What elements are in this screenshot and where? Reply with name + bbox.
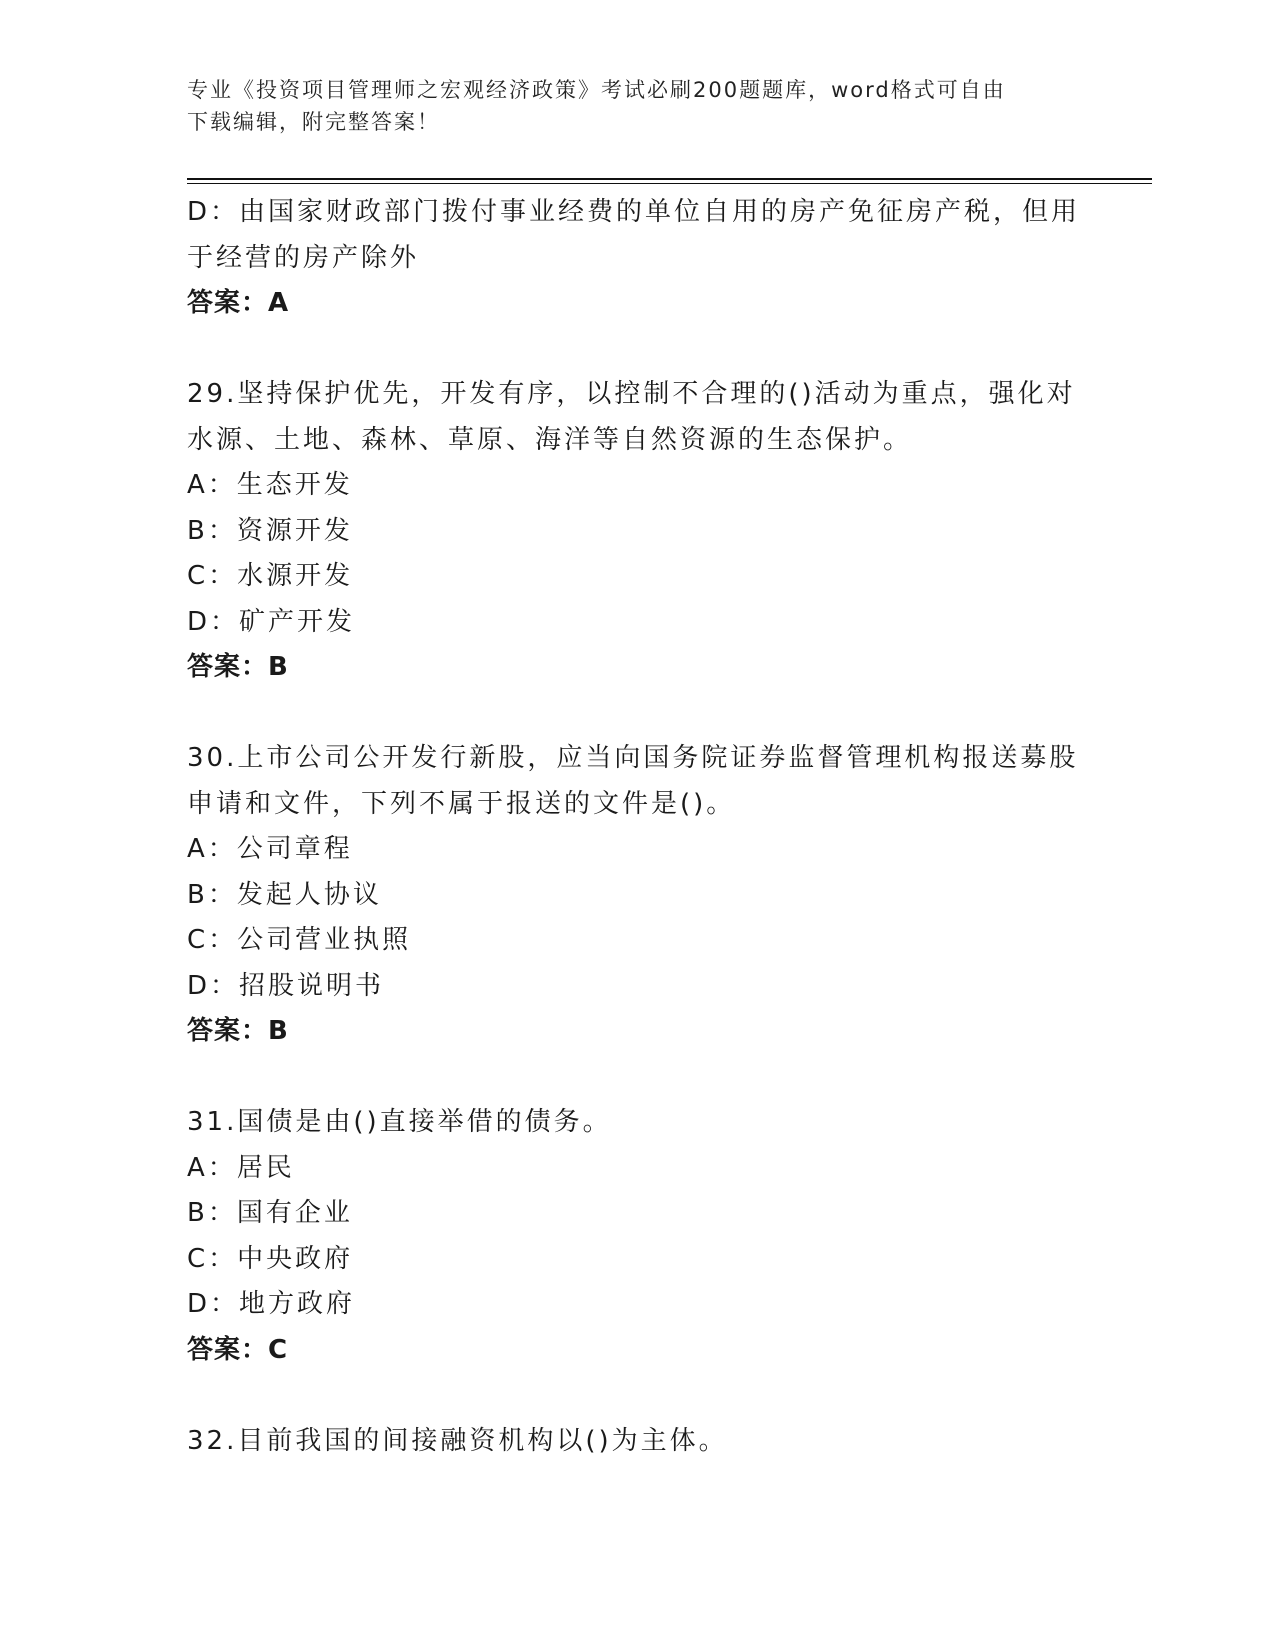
question-stem-continued: 申请和文件，下列不属于报送的文件是()。 (187, 788, 736, 819)
spacer (187, 1055, 1087, 1101)
question-stem: 29.坚持保护优先，开发有序，以控制不合理的()活动为重点，强化对 (187, 379, 1076, 409)
question-block-30 (187, 736, 1087, 1055)
option-c: C：中央政府 (187, 1243, 354, 1274)
question-content (187, 190, 1087, 1464)
option-c: C：水源开发 (187, 561, 354, 591)
option-d: D：地方政府 (187, 1289, 356, 1319)
option-a: A：生态开发 (187, 470, 353, 500)
question-stem: 30.上市公司公开发行新股，应当向国务院证券监督管理机构报送募股 (187, 743, 1079, 773)
question-stem: 32.目前我国的间接融资机构以()为主体。 (187, 1425, 728, 1456)
page-header (187, 74, 1067, 138)
header-line-2: 下载编辑，附完整答案！ (187, 110, 440, 134)
option-d: D：矿产开发 (187, 606, 356, 637)
question-block-32 (187, 1419, 1087, 1465)
answer-label: 答案：A (187, 288, 290, 318)
option-a: A：居民 (187, 1152, 295, 1183)
question-stem: 31.国债是由()直接举借的债务。 (187, 1107, 612, 1137)
question-stem-continued: 水源、土地、森林、草原、海洋等自然资源的生态保护。 (187, 424, 913, 455)
option-d: D：招股说明书 (187, 970, 385, 1001)
answer-label: 答案：B (187, 1016, 289, 1046)
option-c: C：公司营业执照 (187, 925, 412, 955)
spacer (187, 691, 1087, 737)
option-b: B：资源开发 (187, 515, 353, 546)
option-a: A：公司章程 (187, 834, 353, 864)
header-divider-thin (187, 183, 1152, 184)
option-d-continued: 于经营的房产除外 (187, 242, 420, 273)
header-divider-thick (187, 178, 1152, 180)
header-line-1: 专业《投资项目管理师之宏观经济政策》考试必刷200题题库，word格式可自由 (187, 78, 1006, 102)
question-block-continued (187, 190, 1087, 327)
option-b: B：发起人协议 (187, 879, 382, 910)
question-block-29 (187, 372, 1087, 691)
spacer (187, 327, 1087, 373)
question-block-31 (187, 1100, 1087, 1373)
option-d: D：由国家财政部门拨付事业经费的单位自用的房产免征房产税，但用 (187, 197, 1081, 227)
option-b: B：国有企业 (187, 1198, 353, 1228)
spacer (187, 1373, 1087, 1419)
answer-label: 答案：C (187, 1334, 289, 1365)
answer-label: 答案：B (187, 652, 289, 682)
